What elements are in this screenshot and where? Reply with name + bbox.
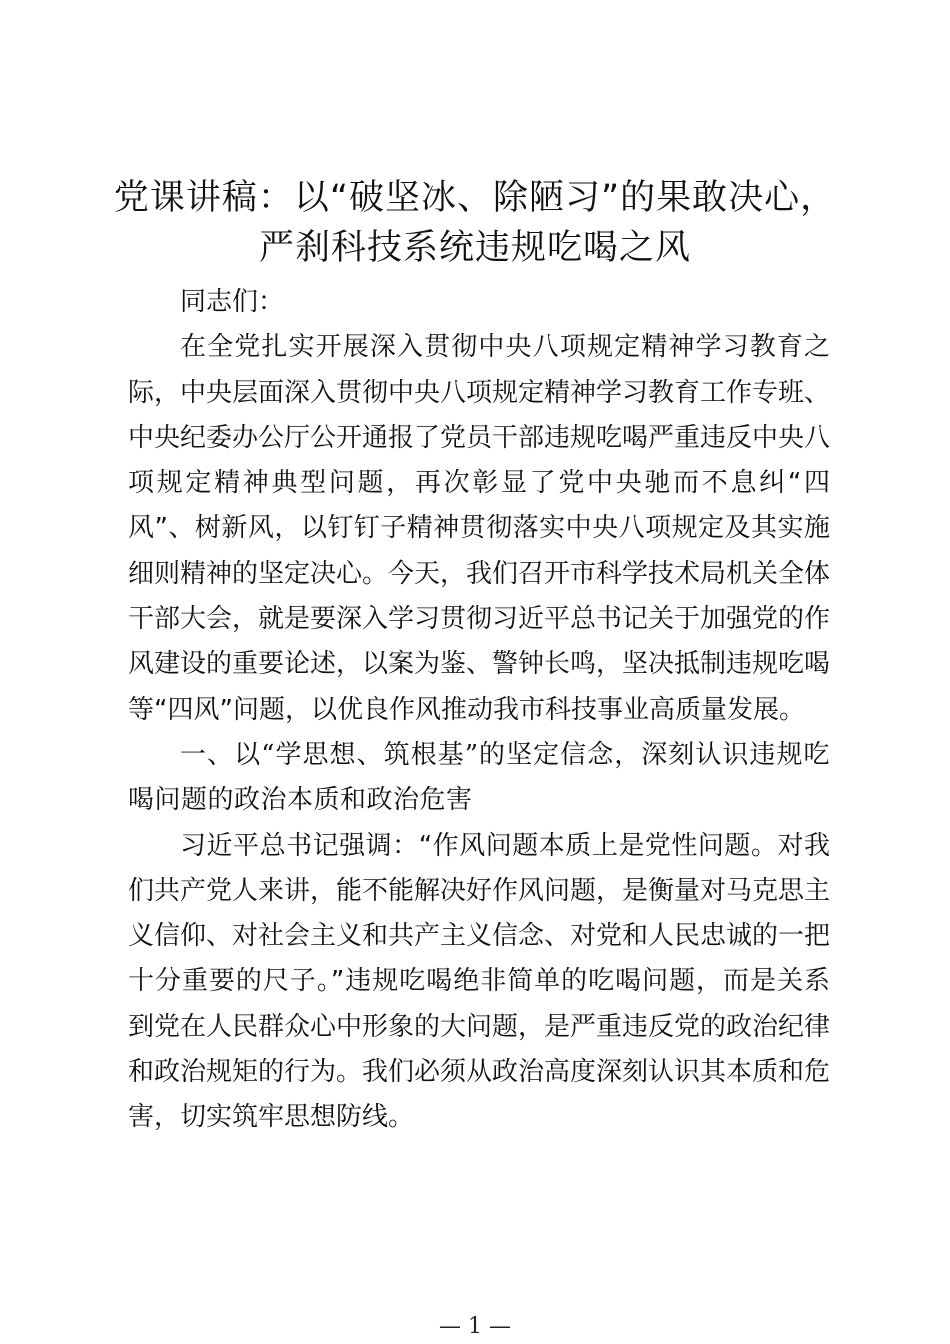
salutation: 同志们：: [180, 287, 285, 317]
body-paragraph: 习近平总书记强调：“作风问题本质上是党性问题。对我们共产党人来讲，能不能解决好作风问题，是衡量对马克思主义信仰、对社会主义和共产主义信念、对党和人民忠诚的一把十分重要的尺子。”违规吃喝绝非简单的吃喝问题，而是关系到党在人民群众心中形象的大问题，是严重违反党的政治纪律和政治规矩的行为。我们必须从政治高度深刻认识其本质和危害，切实筑牢思想防线。: [128, 830, 831, 1133]
section-heading: 一、以“学思想、筑根基”的坚定信念，深刻认识违规吃喝问题的政治本质和政治危害: [128, 739, 830, 816]
document-title-line-1: 党课讲稿：以“破坚冰、除陋习”的果敢决心，: [113, 178, 837, 218]
document-body: [128, 280, 830, 1141]
body-paragraph: 在全党扎实开展深入贯彻中央八项规定精神学习教育之际，中央层面深入贯彻中央八项规定精神学习教育工作专班、中央纪委办公厅公开通报了党员干部违规吃喝严重违反中央八项规定精神典型问题，再次彰显了党中央驰而不息纠“四风”、树新风，以钉钉子精神贯彻落实中央八项规定及其实施细则精神的坚定决心。今天，我们召开市科学技术局机关全体干部大会，就是要深入学习贯彻习近平总书记关于加强党的作风建设的重要论述，以案为鉴、警钟长鸣，坚决抵制违规吃喝等“四风”问题，以优良作风推动我市科技事业高质量发展。: [128, 332, 831, 725]
page-number: — 1 —: [439, 1314, 511, 1339]
document-title-line-2: 严刹科技系统违规吃喝之风: [258, 228, 691, 268]
